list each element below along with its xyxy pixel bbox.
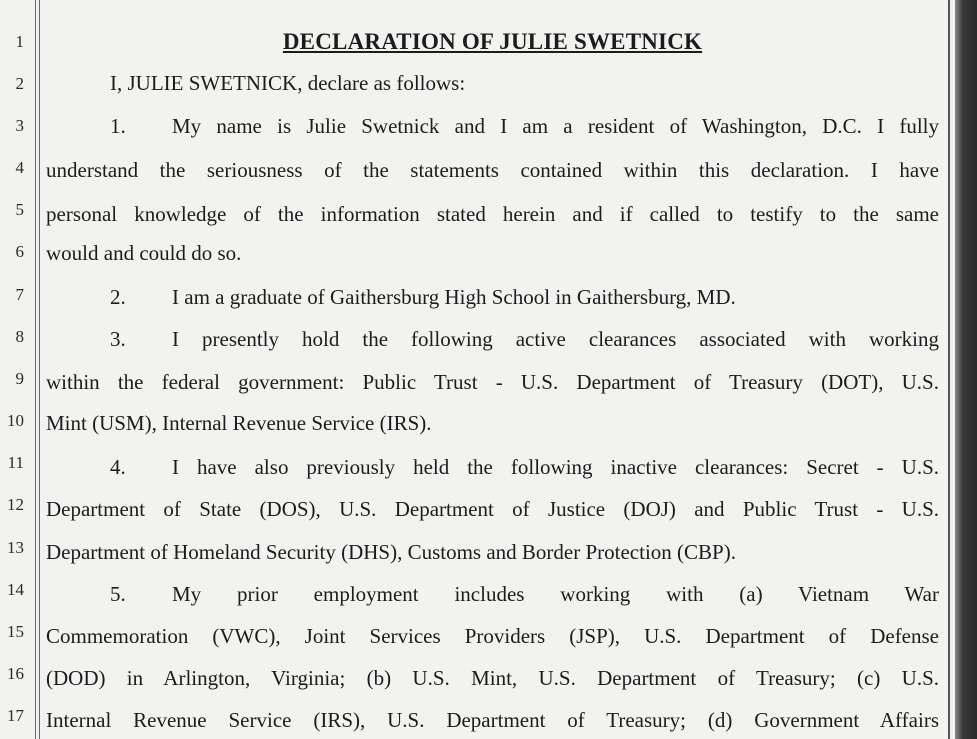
paragraph-3-line-1: [46, 326, 939, 352]
paragraph-5-line-2: Commemoration (VWC), Joint Services Providers (JSP), U.S. Department of Defense: [46, 624, 939, 648]
paragraph-1-line-3: personal knowledge of the information stated herein and if called to testify to the same: [46, 202, 939, 226]
paragraph-number: 5.: [110, 582, 126, 606]
paragraph-4-line-3: Department of Homeland Security (DHS), Customs and Border Protection (CBP).: [46, 540, 736, 564]
margin-rule-inner: [39, 0, 40, 739]
line-number: 5: [15, 200, 24, 219]
paragraph-5-line-3: (DOD) in Arlington, Virginia; (b) U.S. Mint, U.S. Department of Treasury; (c) U.S.: [46, 666, 939, 690]
line-number: 3: [15, 116, 24, 135]
paragraph-text: I have also previously held the following inactive clearances: Secret - U.S.: [172, 455, 939, 479]
paragraph-3-line-2: within the federal government: Public Trust - U.S. Department of Treasury (DOT), U.S.: [46, 370, 939, 394]
paragraph-text: My name is Julie Swetnick and I am a resident of Washington, D.C. I fully: [172, 114, 939, 138]
paragraph-number: 4.: [110, 455, 126, 479]
margin-rule-outer: [35, 0, 36, 739]
line-number: 10: [7, 411, 24, 430]
paragraph-3-line-3: Mint (USM), Internal Revenue Service (IRS).: [46, 411, 432, 435]
paragraph-1-line-2: understand the seriousness of the statements contained within this declaration. I have: [46, 158, 939, 182]
line-number: 4: [15, 158, 24, 177]
line-number: 15: [7, 622, 24, 641]
line-number: 11: [7, 453, 24, 472]
declaration-document: [46, 0, 939, 739]
paragraph-2-line-1: [46, 284, 736, 310]
line-number: 13: [7, 538, 24, 557]
paragraph-4-line-2: Department of State (DOS), U.S. Department of Justice (DOJ) and Public Trust - U.S.: [46, 497, 939, 521]
paragraph-text: My prior employment includes working with (a) Vietnam War: [172, 582, 939, 606]
paragraph-5-line-4: Internal Revenue Service (IRS), U.S. Department of Treasury; (d) Government Affairs: [46, 708, 939, 732]
line-number: 1: [15, 32, 24, 51]
line-number: 12: [7, 495, 24, 514]
paragraph-5-line-1: [46, 581, 939, 607]
paragraph-text: I presently hold the following active clearances associated with working: [172, 327, 939, 351]
paragraph-text: I am a graduate of Gaithersburg High School in Gaithersburg, MD.: [172, 285, 736, 309]
page-edge-shadow: [955, 0, 977, 739]
paragraph-4-line-1: [46, 454, 939, 480]
page-edge-line: [948, 0, 950, 739]
opening-statement: I, JULIE SWETNICK, declare as follows:: [110, 71, 466, 95]
line-number: 7: [15, 285, 24, 304]
line-number: 16: [7, 664, 24, 683]
line-number: 9: [15, 369, 24, 388]
line-number: 2: [15, 74, 24, 93]
paragraph-number: 2.: [110, 285, 126, 309]
paragraph-1-line-1: [46, 113, 939, 139]
document-title: DECLARATION OF JULIE SWETNICK: [282, 29, 703, 54]
line-number: 17: [7, 706, 24, 725]
paragraph-number: 3.: [110, 327, 126, 351]
line-number: 6: [15, 242, 24, 261]
paragraph-number: 1.: [110, 114, 126, 138]
line-number-column: [0, 0, 30, 739]
line-number: 14: [7, 580, 24, 599]
line-number: 8: [15, 327, 24, 346]
paragraph-1-line-4: would and could do so.: [46, 241, 242, 265]
